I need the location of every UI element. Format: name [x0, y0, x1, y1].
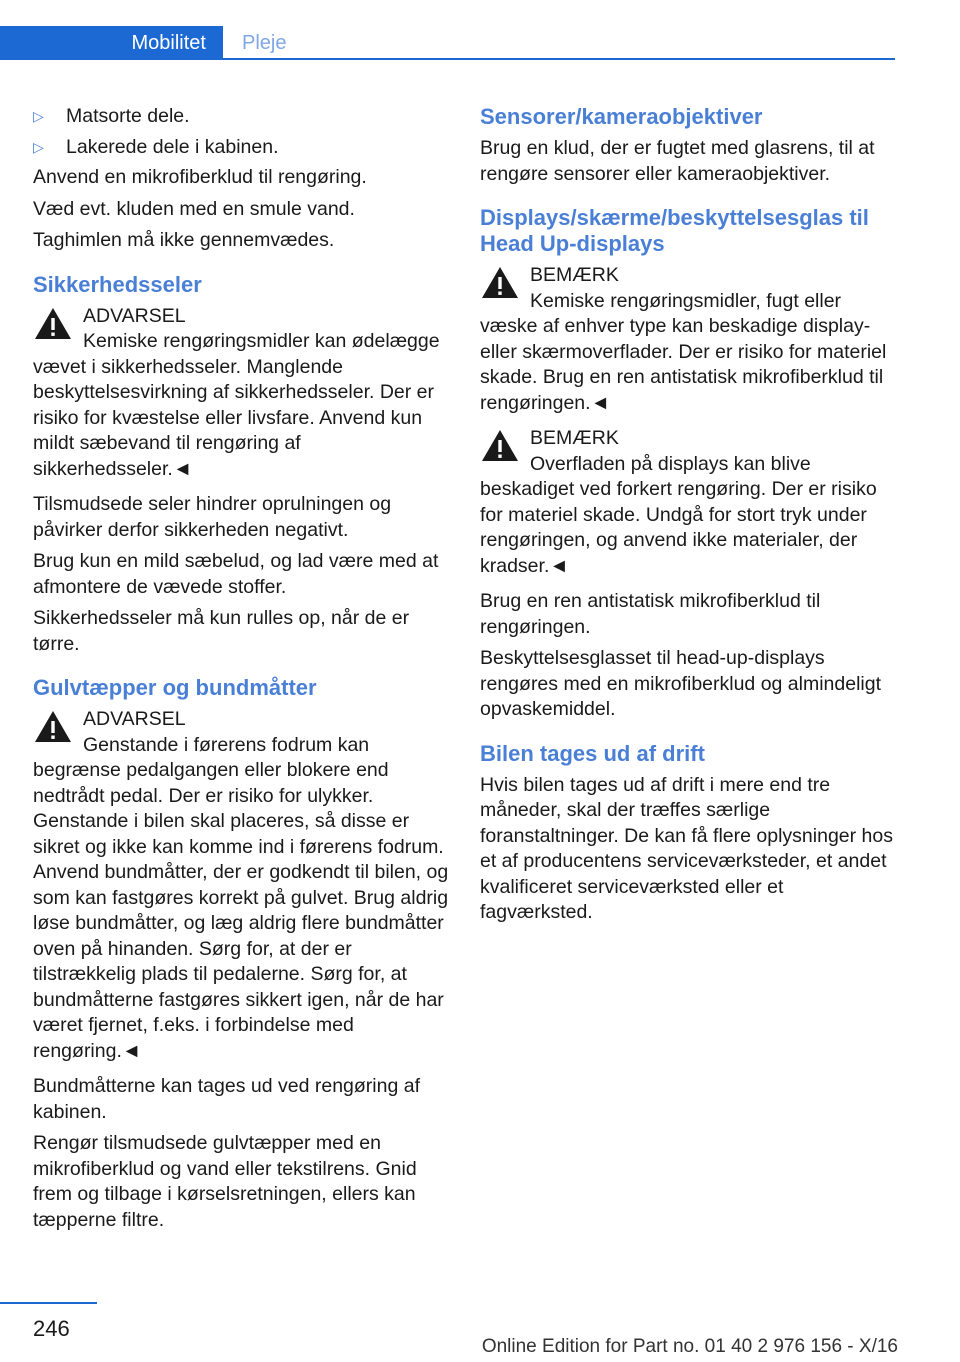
- warning-title: ADVARSEL: [83, 304, 186, 327]
- header-divider: [223, 58, 895, 60]
- paragraph: Brug kun en mild sæbelud, og lad være med at afmontere de vævede stoffer.: [33, 550, 439, 598]
- heading-storage: Bilen tages ud af drift: [480, 740, 705, 766]
- paragraph: Beskyttelsesglasset til head-up-displays rengøres med en mikrofiberklud og almindeligt opvaskemiddel.: [480, 647, 882, 720]
- notice-block: [480, 263, 898, 416]
- warning-triangle-icon: [33, 306, 73, 342]
- page-number: 246: [33, 1316, 70, 1341]
- list-item: ▷ Lakerede dele i kabinen.: [33, 135, 451, 161]
- notice-text: Kemiske rengøringsmidler, fugt eller væske af enhver type kan beskadige display- eller skærmoverflader. Der er risiko for materiel skade. Brug en ren antistatisk mikrofiberklud til rengøringen.◄: [480, 289, 887, 414]
- notice-text: Overfladen på displays kan blive beskadiget ved forkert rengøring. Der er risiko for materiel skade. Undgå for stort tryk under rengøringen, og anvend ikke materialer, der kradser.◄: [480, 452, 877, 577]
- warning-title: ADVARSEL: [83, 708, 186, 730]
- paragraph: Rengør tilsmudsede gulvtæpper med en mikrofiberklud og vand eller tekstilrens. Gnid frem og tilbage i kørselsretningen, ellers kan tæpperne filtre.: [33, 1132, 417, 1231]
- warning-text: Kemiske rengøringsmidler kan ødelægge vævet i sikkerhedsseler. Manglende beskyttelsesvirkning af sikkerhedsseler. Der er risiko for kvæstelse eller livsfare. Anvend kun mildt sæbevand til rengøring af sikkerhedsseler.◄: [33, 330, 440, 480]
- warning-block: [33, 707, 451, 1064]
- paragraph: Brug en klud, der er fugtet med glasrens, til at rengøre sensorer eller kameraobjektiver.: [480, 137, 875, 185]
- tab-mobilitet[interactable]: Mobilitet: [0, 26, 223, 60]
- warning-triangle-icon: [33, 709, 73, 745]
- warning-text: Genstande i førerens fodrum kan begrænse pedalgangen eller blokere end nedtrådt pedal. Der er risiko for ulykker. Genstande i bilen skal placeres, så disse er sikret og ikke kan komme ind i førerens fodrum. Anvend bundmåtter, der er godkendt til bilen, og som kan fastgøres korrekt på gulvet. Brug aldrig løse bundmåtter, og læg aldrig flere bundmåtter oven på hinanden. Sørg for, at der er tilstrækkelig plads til pedalerne. Sørg for, at bundmåtterne fastgøres sikkert igen, når de har været fjernet, f.eks. i forbindelse med rengøring.◄: [33, 733, 449, 1062]
- right-column: [480, 104, 898, 932]
- paragraph: Taghimlen må ikke gennemvædes.: [33, 229, 335, 251]
- triangle-bullet-icon: ▷: [33, 138, 44, 155]
- edition-footer: Online Edition for Part no. 01 40 2 976 156 - X/16: [481, 1336, 898, 1357]
- header-tabs: [0, 26, 895, 60]
- warning-triangle-icon: [480, 265, 520, 301]
- paragraph: Væd evt. kluden med en smule vand.: [33, 197, 355, 220]
- notice-title: BEMÆRK: [530, 427, 619, 449]
- heading-sensors: Sensorer/kameraobjektiver: [480, 104, 763, 129]
- left-column: [33, 104, 451, 1239]
- paragraph: Brug en ren antistatisk mikrofiberklud til rengøringen.: [480, 590, 821, 638]
- paragraph: Anvend en mikrofiberklud til rengøring.: [33, 166, 367, 188]
- heading-seatbelts: Sikkerhedsseler: [33, 271, 202, 297]
- warning-block: [33, 304, 451, 483]
- paragraph: Hvis bilen tages ud af drift i mere end tre måneder, skal der træffes særlige foranstaltninger. De kan få flere oplysninger hos et af producentens serviceværksteder, et andet kvalificeret serviceværksted eller et fagværksted.: [480, 773, 893, 923]
- paragraph: Sikkerhedsseler må kun rulles op, når de er tørre.: [33, 607, 410, 655]
- paragraph: Tilsmudsede seler hindrer oprulningen og påvirker derfor sikkerheden negativt.: [33, 493, 392, 541]
- tab-pleje[interactable]: Pleje: [242, 32, 287, 54]
- warning-triangle-icon: [480, 428, 520, 464]
- list-item: ▷ Matsorte dele.: [33, 104, 451, 130]
- triangle-bullet-icon: ▷: [33, 108, 44, 124]
- footer-rule: [0, 1302, 97, 1304]
- heading-mats: Gulvtæpper og bundmåtter: [33, 675, 317, 700]
- notice-title: BEMÆRK: [530, 264, 619, 286]
- heading-displays: Displays/skærme/beskyttelsesglas til Head Up-displays: [480, 205, 869, 256]
- paragraph: Bundmåtterne kan tages ud ved rengøring af kabinen.: [33, 1075, 420, 1123]
- notice-block: [480, 426, 898, 579]
